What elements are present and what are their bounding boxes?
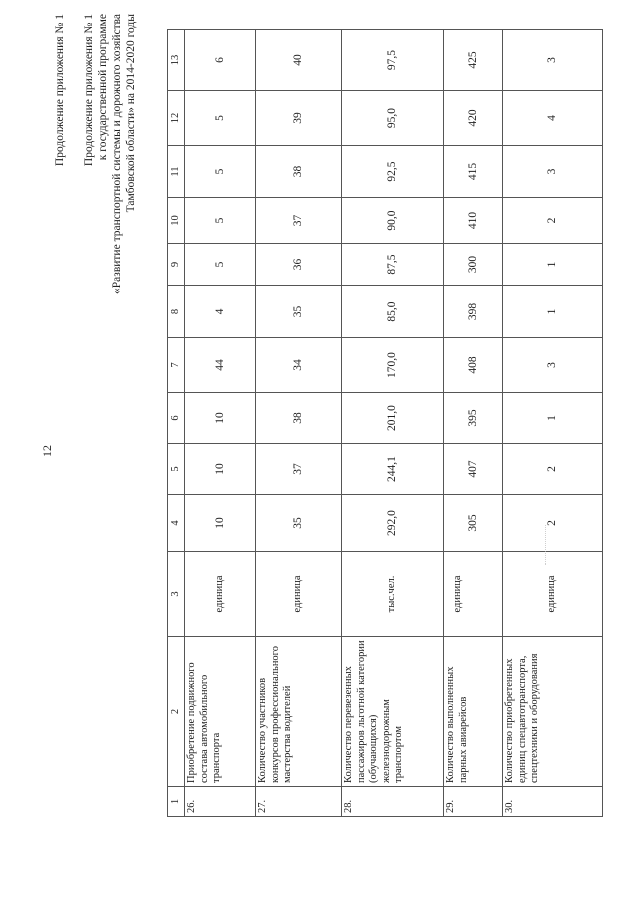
value-cell: 1 [503,286,603,338]
appendix-header-line: Тамбовской области» на 2014-2020 годы [125,14,137,213]
column-header: 8 [168,286,185,338]
value-cell: 40 [256,30,342,91]
column-header: 12 [168,91,185,146]
column-header: 1 [168,787,185,817]
table-row [342,30,444,817]
column-header: 10 [168,198,185,244]
indicator-name: Количество перевезенных пассажиров льготной категории (обучающихся) железнодорожным транспортом [342,637,444,787]
column-header: 9 [168,244,185,286]
continuation-note: Продолжение приложения № 1 [54,14,66,167]
value-cell: 201,0 [342,393,444,444]
column-header: 5 [168,444,185,495]
table-row [256,30,342,817]
value-cell: 10 [185,393,256,444]
appendix-header-line: Продолжение приложения № 1 [83,14,95,167]
column-header: 13 [168,30,185,91]
value-cell: 4 [503,91,603,146]
appendix-header [82,14,138,294]
column-header: 6 [168,393,185,444]
indicator-name: Количество приобретенных единиц спецавтотранспорта, спецтехники и оборудования [503,637,603,787]
indicator-name: Приобретение подвижного состава автомобильного транспорта [185,637,256,787]
table-row [444,30,503,817]
value-cell: 407 [444,444,503,495]
value-cell: 34 [256,338,342,393]
value-cell: 87,5 [342,244,444,286]
indicator-name: Количество выполненных парных авиарейсов [444,637,503,787]
table-header-row [168,30,185,817]
row-number: 28. [342,787,444,817]
value-cell: 1 [503,393,603,444]
value-cell: 5 [185,244,256,286]
unit-cell: тыс.чел. [342,552,444,637]
appendix-header-line: к государственной программе [97,14,109,161]
row-number: 29. [444,787,503,817]
unit-cell: единица [185,552,256,637]
unit-cell: единица [503,552,603,637]
value-cell: 425 [444,30,503,91]
value-cell: 2 [503,495,603,552]
value-cell: 170,0 [342,338,444,393]
column-header: 7 [168,338,185,393]
value-cell: 408 [444,338,503,393]
value-cell: 3 [503,30,603,91]
value-cell: 292,0 [342,495,444,552]
value-cell: 39 [256,91,342,146]
column-header: 11 [168,146,185,198]
value-cell: 38 [256,393,342,444]
value-cell: 5 [185,198,256,244]
appendix-header-line: «Развитие транспортной системы и дорожного хозяйства [111,14,123,294]
value-cell: 36 [256,244,342,286]
value-cell: 2 [503,444,603,495]
value-cell: 398 [444,286,503,338]
value-cell: 37 [256,198,342,244]
value-cell: 420 [444,91,503,146]
indicator-name: Количество участников конкурсов профессионального мастерства водителей [256,637,342,787]
value-cell: 95,0 [342,91,444,146]
column-header: 2 [168,637,185,787]
value-cell: 6 [185,30,256,91]
value-cell: 35 [256,495,342,552]
value-cell: 3 [503,338,603,393]
table-row [185,30,256,817]
value-cell: 4 [185,286,256,338]
value-cell: 92,5 [342,146,444,198]
value-cell: 35 [256,286,342,338]
value-cell: 410 [444,198,503,244]
value-cell: 300 [444,244,503,286]
value-cell: 305 [444,495,503,552]
value-cell: 415 [444,146,503,198]
value-cell: 85,0 [342,286,444,338]
value-cell: 90,0 [342,198,444,244]
value-cell: 244,1 [342,444,444,495]
value-cell: 1 [503,244,603,286]
value-cell: 44 [185,338,256,393]
unit-cell: единица [256,552,342,637]
value-cell: 5 [185,146,256,198]
value-cell: 37 [256,444,342,495]
value-cell: 2 [503,198,603,244]
value-cell: 395 [444,393,503,444]
indicators-table [167,29,603,817]
value-cell: 97,5 [342,30,444,91]
value-cell: 5 [185,91,256,146]
column-header: 3 [168,552,185,637]
scan-artifact [545,525,550,565]
value-cell: 3 [503,146,603,198]
page-number: 12 [40,445,54,457]
unit-cell: единица [444,552,503,637]
value-cell: 38 [256,146,342,198]
value-cell: 10 [185,495,256,552]
value-cell: 10 [185,444,256,495]
column-header: 4 [168,495,185,552]
table-row [503,30,603,817]
row-number: 26. [185,787,256,817]
row-number: 27. [256,787,342,817]
row-number: 30. [503,787,603,817]
